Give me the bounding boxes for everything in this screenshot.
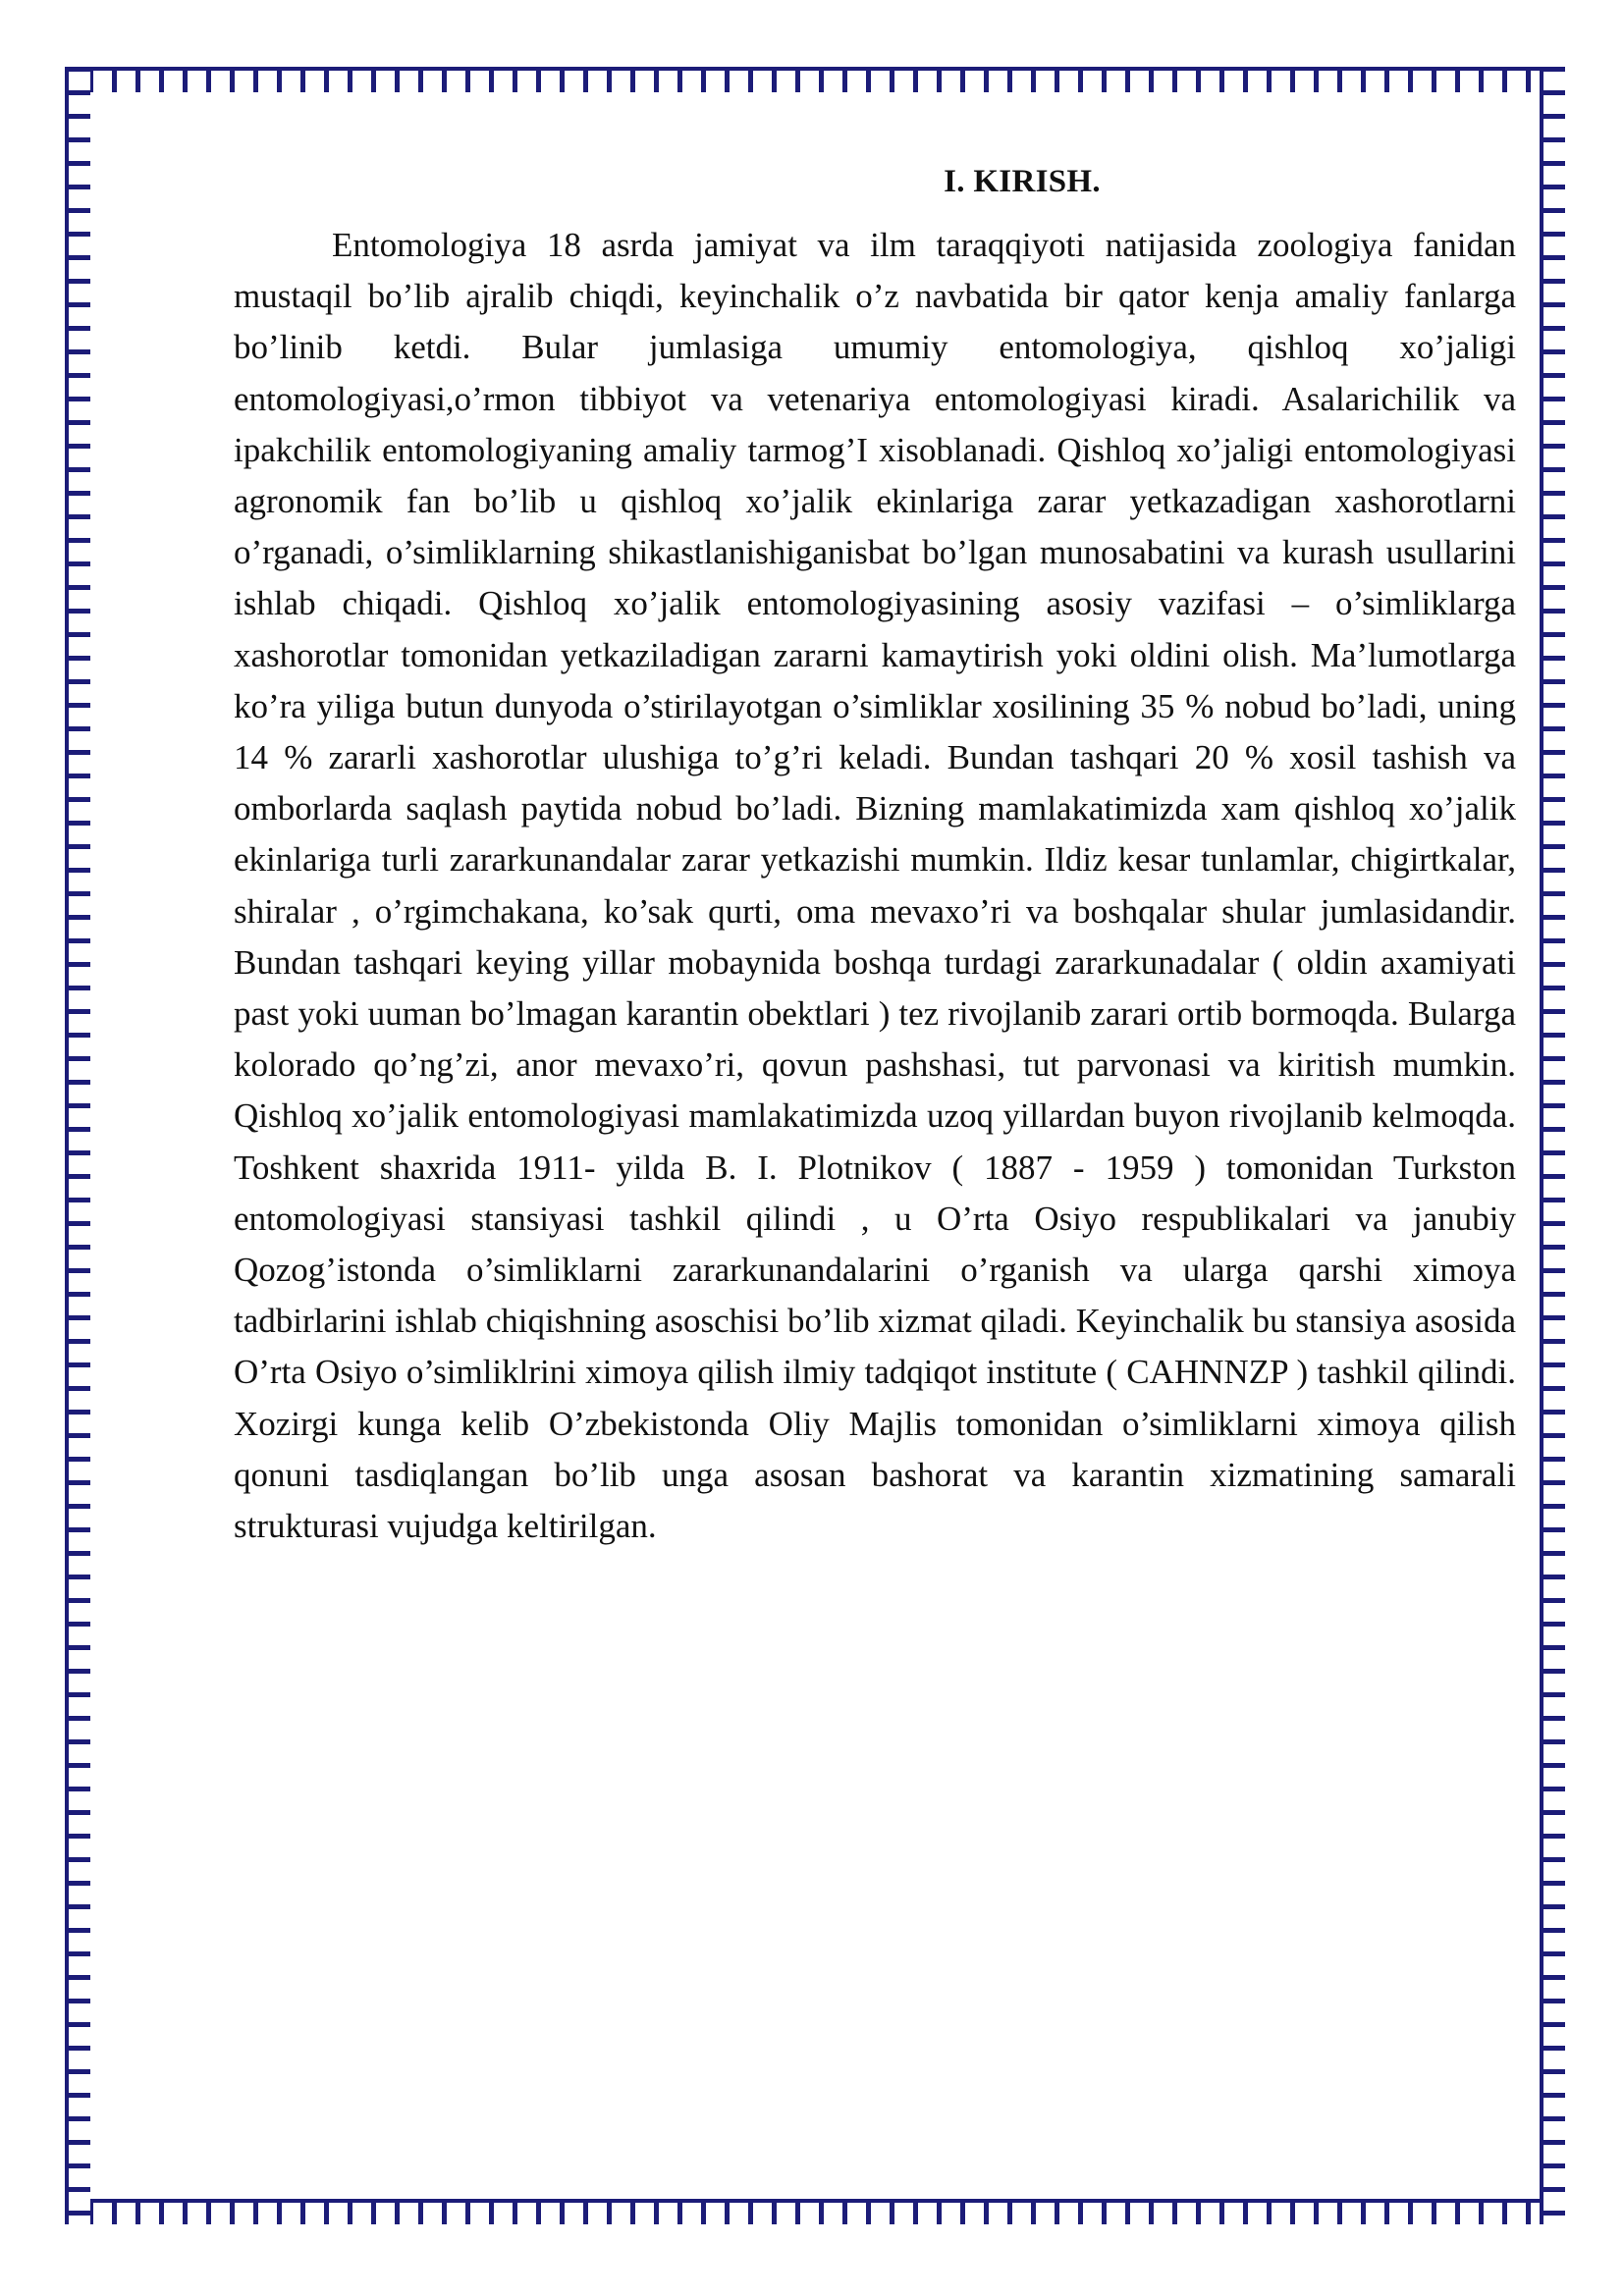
page-border-top xyxy=(65,67,1565,92)
body-paragraph: Entomologiya 18 asrda jamiyat va ilm taraqqiyoti natijasida zoologiya fanidan mustaqil bo’lib ajralib chiqdi, keyinchalik o’z navbatida bir qator kenja amaliy fanlarga bo’linib ketdi. Bular jumlasiga umumiy entomologiya, qishloq xo’jaligi entomologiyasi,o’rmon tibbiyot va vetenariya entomologiyasi kiradi. Asalarichilik va ipakchilik entomologiyaning amaliy tarmog’I xisoblanadi. Qishloq xo’jaligi entomologiyasi agronomik fan bo’lib u qishloq xo’jalik ekinlariga zarar yetkazadigan xashorotlarni o’rganadi, o’simliklarning shikastlanishiganisbat bo’lgan munosabatini va kurash usullarini ishlab chiqadi. Qishloq xo’jalik entomologiyasining asosiy vazifasi – o’simliklarga xashorotlar tomonidan yetkaziladigan zararni kamaytirish yoki oldini olish. Ma’lumotlarga ko’ra yiliga butun dunyoda o’stirilayotgan o’simliklar xosilining 35 % nobud bo’ladi, uning 14 % zararli xashorotlar ulushiga to’g’ri keladi. Bundan tashqari 20 % xosil tashish va omborlarda saqlash paytida nobud bo’ladi. Bizning mamlakatimizda xam qishloq xo’jalik ekinlariga turli zararkunandalar zarar yetkazishi mumkin. Ildiz kesar tunlamlar, chigirtkalar, shiralar , o’rgimchakana, ko’sak qurti, oma mevaxo’ri va boshqalar shular jumlasidandir. Bundan tashqari keying yillar mobaynida boshqa turdagi zararkunadalar ( oldin axamiyati past yoki uuman bo’lmagan karantin obektlari ) tez rivojlanib zarari ortib bormoqda. Bularga kolorado qo’ng’zi, anor mevaxo’ri, qovun pashshasi, tut parvonasi va kiritish mumkin. Qishloq xo’jalik entomologiyasi mamlakatimizda uzoq yillardan buyon rivojlanib kelmoqda. Toshkent shaxrida 1911- yilda B. I. Plotnikov ( 1887 - 1959 ) tomonidan Turkston entomologiyasi stansiyasi tashkil qilindi , u O’rta Osiyo respublikalari va janubiy Qozog’istonda o’simliklarni zararkunandalarini o’rganish va ularga qarshi ximoya tadbirlarini ishlab chiqishning asoschisi bo’lib xizmat qiladi. Keyinchalik bu stansiya asosida O’rta Osiyo o’simliklrini ximoya qilish ilmiy tadqiqot institute ( CAHNNZP ) tashkil qilindi. Xozirgi kunga kelib O’zbekistonda Oliy Majlis tomonidan o’simliklarni ximoya qilish qonuni tasdiqlangan bo’lib unga asosan bashorat va karantin xizmatining samarali strukturasi vujudga keltirilgan. xyxy=(234,226,1516,1546)
page-border-bottom xyxy=(65,2199,1565,2224)
section-heading: I. KIRISH. xyxy=(944,164,1101,199)
page-border-right xyxy=(1540,67,1565,2224)
page-border-left xyxy=(65,67,90,2224)
document-content xyxy=(234,152,1516,1552)
